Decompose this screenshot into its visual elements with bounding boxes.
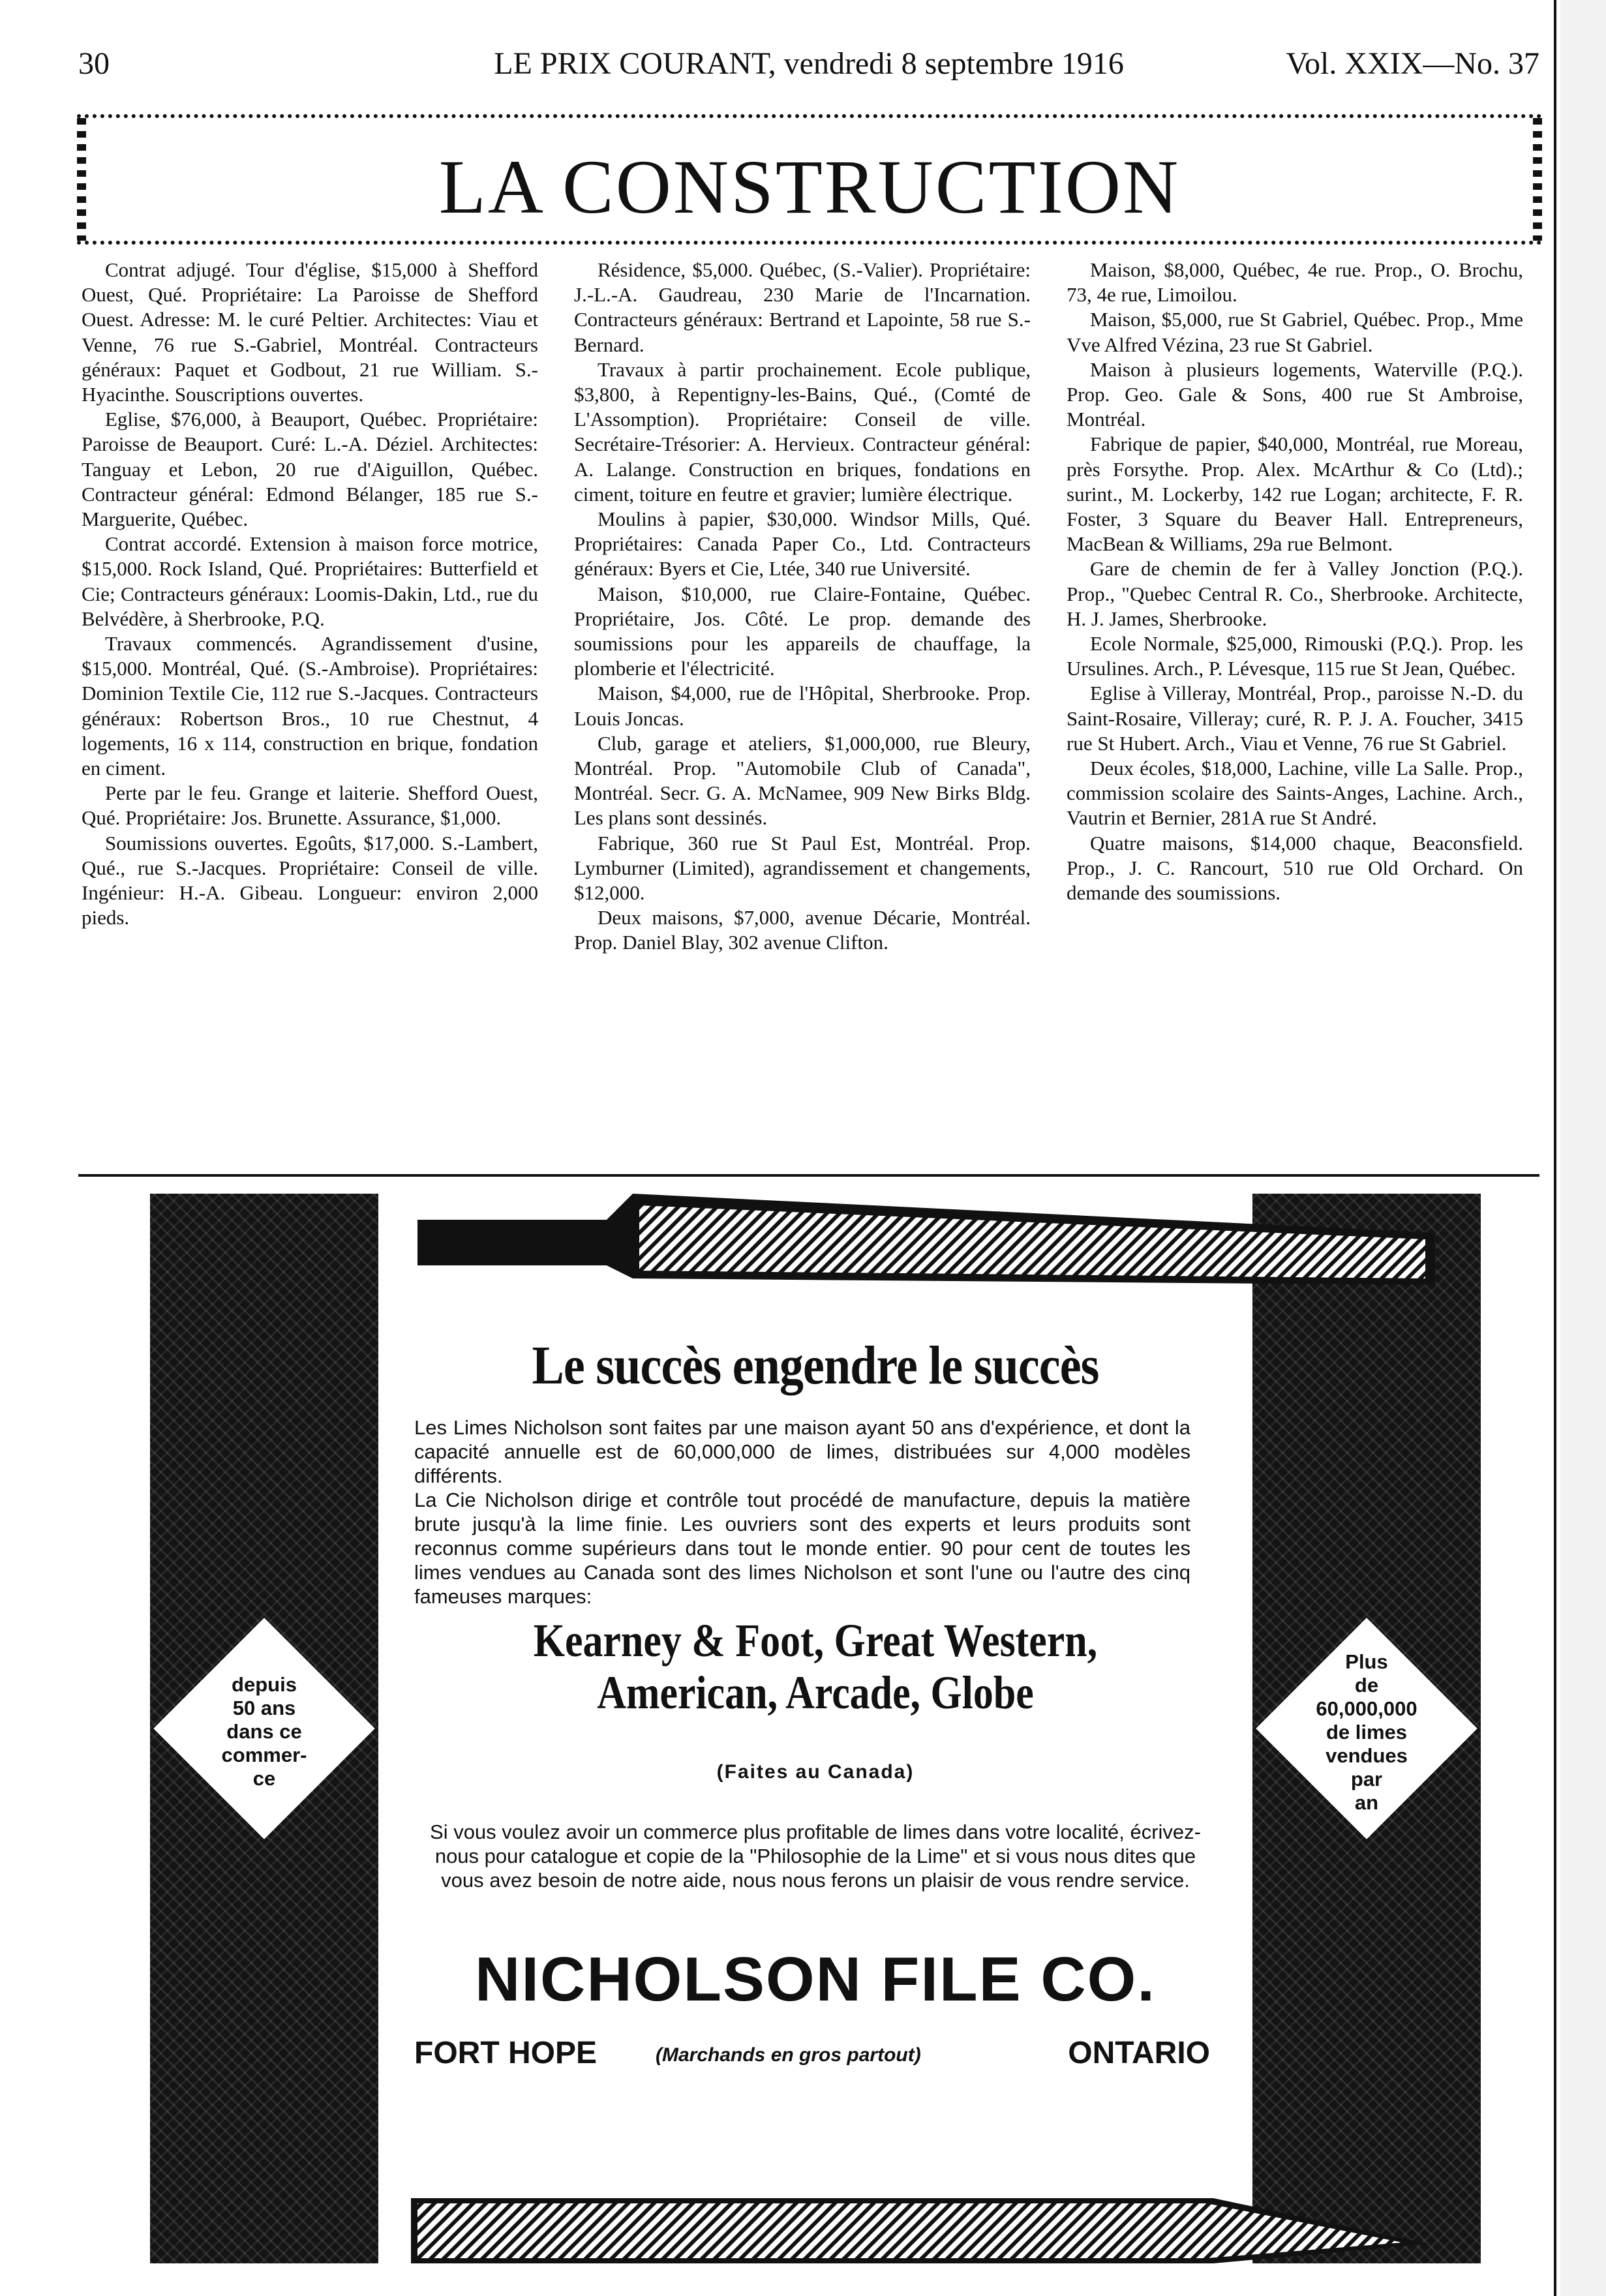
file-tool-icon — [411, 2198, 1429, 2263]
column-paragraph: Résidence, $5,000. Québec, (S.-Valier). Propriétaire: J.-L.-A. Gaudreau, 230 Marie de l'Incarnation. Contracteurs généraux: Bertrand et Lapointe, 58 rue S.-Bernard. — [574, 258, 1031, 356]
column-paragraph: Eglise, $76,000, à Beauport, Québec. Propriétaire: Paroisse de Beauport. Curé: L.-A. Déziel. Architectes: Tanguay et Lebon, 20 rue d'Aiguillon, Québec. Contracteur général: Edmond Bélanger, 185 rue S.-Marguerite, Québec. — [82, 408, 538, 531]
volume-number: Vol. XXIX—No. 37 — [1286, 46, 1539, 81]
column-paragraph: Gare de chemin de fer à Valley Jonction (P.Q.). Prop., "Quebec Central R. Co., Sherbrooke. Architecte, H. J. James, Sherbrooke. — [1067, 557, 1523, 630]
badge-years: depuis 50 ans dans ce commer- ce — [221, 1673, 307, 1790]
column-bottom-rule — [78, 1174, 1539, 1177]
column-paragraph: Ecole Normale, $25,000, Rimouski (P.Q.). Prop. les Ursulines. Arch., P. Lévesque, 115 rue St Jean, Québec. — [1067, 632, 1523, 680]
ad-body-paragraph: La Cie Nicholson dirige et contrôle tout procédé de manufacture, depuis la matière brute jusqu'à la lime finie. Les ouvriers sont des experts et leurs produits sont reconnus comme supérieurs dans tout le monde entier. 90 pour cent de toutes les limes vendues au Canada sont des limes Nicholson et sont l'une ou l'autre des cinq fameuses marques: — [414, 1488, 1190, 1608]
brands-line-2: American, Arcade, Globe — [597, 1667, 1034, 1719]
section-title: LA CONSTRUCTION — [438, 144, 1181, 230]
section-banner — [77, 114, 1542, 245]
column-paragraph: Soumissions ouvertes. Egoûts, $17,000. S.-Lambert, Qué., rue S.-Jacques. Propriétaire: Conseil de ville. Ingénieur: H.-A. Gibeau. Longueur: environ 2,000 pieds. — [82, 831, 538, 929]
page-edge-rule — [1554, 0, 1556, 2296]
column-paragraph: Fabrique de papier, $40,000, Montréal, rue Moreau, près Forsythe. Prop. Alex. McArthur & Co (Ltd).; surint., M. Lockerby, 142 rue Logan; architecte, F. R. Foster, 3 Square du Beaver Hall. Entrepreneurs, MacBean & Williams, 29a rue Belmont. — [1067, 432, 1523, 556]
column-paragraph: Maison, $10,000, rue Claire-Fontaine, Québec. Propriétaire, Jos. Côté. Le prop. demande des soumissions pour les appareils de chauffage, la plomberie et l'électricité. — [574, 582, 1031, 680]
column-paragraph: Club, garage et ateliers, $1,000,000, rue Bleury, Montréal. Prop. "Automobile Club of Canada", Montréal. Secr. G. A. McNamee, 909 New Birks Bldg. Les plans sont dessinés. — [574, 731, 1031, 830]
ad-closing: Si vous voulez avoir un commerce plus profitable de limes dans votre localité, écrivez-nous pour catalogue et copie de la "Philosophie de la Lime" et si vous nous dites que vous avez besoin de notre aide, nous nous ferons un plaisir de vous rendre service. — [430, 1820, 1201, 1892]
made-in-canada: (Faites au Canada) — [716, 1761, 915, 1783]
column-paragraph: Eglise à Villeray, Montréal, Prop., paroisse N.-D. du Saint-Rosaire, Villeray; curé, R. P. J. A. Foucher, 3415 rue St Hubert. Arch., Viau et Venne, 76 rue St Gabriel. — [1067, 682, 1523, 755]
column-paragraph: Maison à plusieurs logements, Waterville (P.Q.). Prop. Geo. Gale & Sons, 400 rue St Ambroise, Montréal. — [1067, 357, 1523, 431]
brands-line-1: Kearney & Foot, Great Western, — [533, 1614, 1098, 1667]
column-paragraph: Deux écoles, $18,000, Lachine, ville La Salle. Prop., commission scolaire des Saints-Anges, Lachine. Arch., Vautrin et Bernier, 281A rue St André. — [1067, 757, 1523, 830]
column-paragraph: Contrat accordé. Extension à maison force motrice, $15,000. Rock Island, Qué. Propriétaires: Butterfield et Cie; Contracteurs généraux: Loomis-Dakin, Ltd., rue du Belvédère, à Sherbrooke, P.Q. — [82, 532, 538, 630]
ad-body — [414, 1415, 1190, 1609]
column-paragraph: Contrat adjugé. Tour d'église, $15,000 à Shefford Ouest, Qué. Propriétaire: La Paroisse de Shefford Ouest. Adresse: M. le curé Peltier. Architectes: Viau et Venne, 76 rue S.-Gabriel, Montréal. Contracteurs généraux: Paquet et Godbout, 21 rue William. S.-Hyacinthe. Souscriptions ouvertes. — [82, 258, 538, 406]
page-number: 30 — [78, 46, 110, 81]
column-paragraph: Quatre maisons, $14,000 chaque, Beaconsfield. Prop., J. C. Rancourt, 510 rue Old Orchard. On demande des soumissions. — [1067, 831, 1523, 905]
ad-headline: Le succès engendre le succès — [532, 1335, 1099, 1396]
file-tool-icon — [417, 1194, 1435, 1292]
ad-text-panel — [414, 1334, 1217, 2198]
column-paragraph: Maison, $5,000, rue St Gabriel, Québec. Prop., Mme Vve Alfred Vézina, 23 rue St Gabriel. — [1067, 308, 1523, 356]
location-note: (Marchands en gros partout) — [656, 2044, 921, 2066]
publication-title: LE PRIX COURANT, vendredi 8 septembre 1916 — [494, 46, 1124, 81]
nicholson-advertisement — [150, 1194, 1481, 2263]
column-paragraph: Maison, $4,000, rue de l'Hôpital, Sherbrooke. Prop. Louis Joncas. — [574, 682, 1031, 730]
badge-capacity: Plus de 60,000,000 de limes vendues par an — [1316, 1650, 1417, 1814]
column-paragraph: Maison, $8,000, Québec, 4e rue. Prop., O. Brochu, 73, 4e rue, Limoilou. — [1067, 258, 1523, 307]
ad-body-paragraph: Les Limes Nicholson sont faites par une maison ayant 50 ans d'expérience, et dont la capacité annuelle est de 60,000,000 de limes, distribuées sur 4,000 modèles différents. — [414, 1416, 1190, 1487]
column-paragraph: Perte par le feu. Grange et laiterie. Shefford Ouest, Qué. Propriétaire: Jos. Brunette. Assurance, $1,000. — [82, 781, 538, 830]
ad-brands — [470, 1614, 1160, 1719]
location-province: ONTARIO — [1068, 2036, 1210, 2070]
column-2 — [574, 258, 1031, 956]
column-paragraph: Travaux à partir prochainement. Ecole publique, $3,800, à Repentigny-les-Bains, Qué., (Comté de L'Assomption). Propriétaire: Conseil de ville. Secrétaire-Trésorier: A. Hervieux. Contracteur général: A. Lalange. Construction en briques, fondations en ciment, toiture en feutre et gravier; lumière électrique. — [574, 357, 1031, 506]
column-paragraph: Deux maisons, $7,000, avenue Décarie, Montréal. Prop. Daniel Blay, 302 avenue Clifton. — [574, 906, 1031, 954]
page-header — [78, 39, 1539, 91]
column-1 — [82, 258, 538, 930]
location-city: FORT HOPE — [414, 2036, 598, 2070]
company-name: NICHOLSON FILE CO. — [475, 1944, 1156, 2014]
column-paragraph: Travaux commencés. Agrandissement d'usine, $15,000. Montréal, Qué. (S.-Ambroise). Propriétaires: Dominion Textile Cie, 112 rue S.-Jacques. Contracteurs généraux: Robertson Bros., 10 rue Chestnut, 4 logements, 16 x 114, construction en brique, fondation en ciment. — [82, 632, 538, 780]
column-3 — [1067, 258, 1523, 905]
adjacent-page-edge — [1560, 0, 1606, 2296]
column-paragraph: Fabrique, 360 rue St Paul Est, Montréal. Prop. Lymburner (Limited), agrandissement et changements, $12,000. — [574, 831, 1031, 905]
column-paragraph: Moulins à papier, $30,000. Windsor Mills, Qué. Propriétaires: Canada Paper Co., Ltd. Contracteurs généraux: Byers et Cie, Ltée, 340 rue Université. — [574, 507, 1031, 581]
